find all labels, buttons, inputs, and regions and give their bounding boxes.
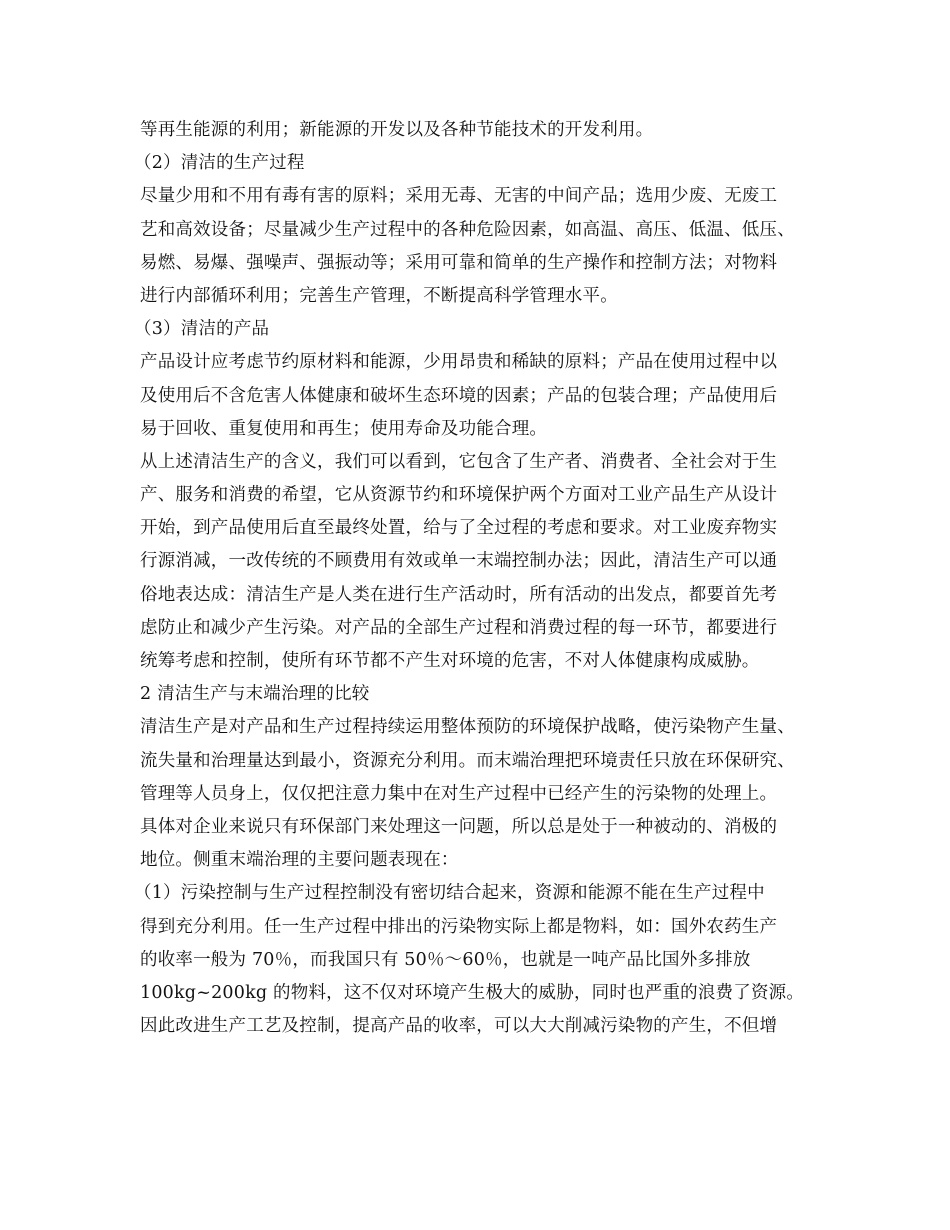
text-line: 产、服务和消费的希望，它从资源节约和环境保护两个方面对工业产品生产从设计: [140, 485, 778, 506]
text-line: 从上述清洁生产的含义，我们可以看到，它包含了生产者、消费者、全社会对于生: [140, 451, 778, 472]
text-line: 统筹考虑和控制，使所有环节都不产生对环境的危害，不对人体健康构成威胁。: [140, 651, 760, 671]
text-line: 行源消减，一改传统的不顾费用有效或单一末端控制办法；因此，清洁生产可以通: [140, 551, 778, 572]
text-line: 100kg~200kg 的物料，这不仅对环境产生极大的威胁，同时也严重的浪费了资源。: [140, 982, 805, 1003]
text-line: 具体对企业来说只有环保部门来处理这一问题，所以总是处于一种被动的、消极的: [140, 816, 778, 837]
text-line: 产品设计应考虑节约原材料和能源，少用昂贵和稀缺的原料；产品在使用过程中以: [140, 352, 778, 373]
text-line: 进行内部循环利用；完善生产管理，不断提高科学管理水平。: [140, 285, 618, 306]
subheading-clean-production-process: （2）清洁的生产过程: [134, 153, 305, 174]
document-body: [134, 114, 830, 1043]
text-line: 清洁生产是对产品和生产过程持续运用整体预防的环境保护战略，使污染物产生量、: [140, 717, 795, 738]
text-line: 易于回收、重复使用和再生；使用寿命及功能合理。: [140, 418, 548, 439]
text-line: 虑防止和减少产生污染。对产品的全部生产过程和消费过程的每一环节，都要进行: [140, 617, 778, 638]
text-line: 管理等人员身上，仅仅把注意力集中在对生产过程中已经产生的污染物的处理上。: [140, 783, 778, 804]
list-item-pollution-control: （1）污染控制与生产过程控制没有密切结合起来，资源和能源不能在生产过程中: [134, 883, 765, 904]
text-line: 得到充分利用。任一生产过程中排出的污染物实际上都是物料，如：国外农药生产: [140, 916, 778, 937]
text-line: 及使用后不含危害人体健康和破坏生态环境的因素；产品的包装合理；产品使用后: [140, 385, 778, 406]
text-line: 的收率一般为 70％，而我国只有 50％～60％，也就是一吨产品比国外多排放: [140, 949, 751, 970]
text-line: 因此改进生产工艺及控制，提高产品的收率，可以大大削减污染物的产生，不但增: [140, 1016, 778, 1037]
text-line: 开始，到产品使用后直至最终处置，给与了全过程的考虑和要求。对工业废弃物实: [140, 518, 778, 539]
text-line: 易燃、易爆、强噪声、强振动等；采用可靠和简单的生产操作和控制方法；对物料: [140, 252, 778, 273]
text-line: 俗地表达成：清洁生产是人类在进行生产活动时，所有活动的出发点，都要首先考: [140, 584, 778, 605]
text-line: 地位。侧重末端治理的主要问题表现在：: [140, 850, 459, 871]
text-line: 流失量和治理量达到最小，资源充分利用。而末端治理把环境责任只放在环保研究、: [140, 750, 795, 771]
text-line: 艺和高效设备；尽量减少生产过程中的各种危险因素，如高温、高压、低温、低压、: [140, 219, 795, 240]
section-heading-comparison: 2 清洁生产与末端治理的比较: [140, 684, 370, 705]
subheading-clean-products: （3）清洁的产品: [134, 319, 270, 340]
text-line: 等再生能源的利用；新能源的开发以及各种节能技术的开发利用。: [140, 120, 654, 140]
text-line: 尽量少用和不用有毒有害的原料；采用无毒、无害的中间产品；选用少废、无废工: [140, 186, 778, 207]
